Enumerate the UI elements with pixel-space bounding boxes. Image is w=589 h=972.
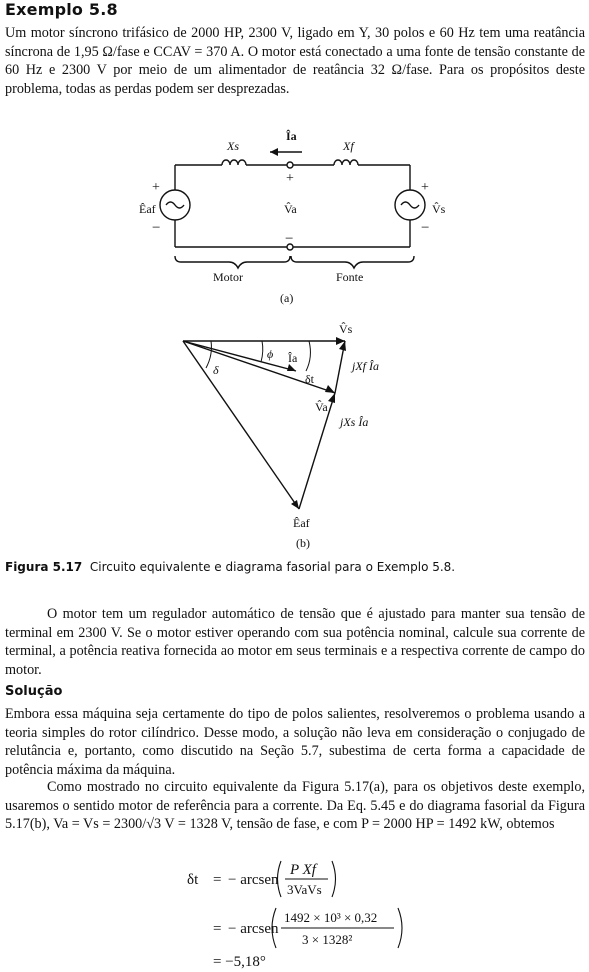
figure-number: Figura 5.17 [5,560,83,574]
eq-num-1: P Xf [290,862,316,878]
label-b: (b) [296,536,310,550]
brace-fonte [291,256,414,268]
phasor-label-phi: ϕ [267,347,274,361]
phasor-jxs-head [328,393,335,403]
eq-den-1: 3VaVs [287,882,322,897]
eq-num-2: 1492 × 10³ × 0,32 [284,910,378,925]
phasor-label-va: V̂a [315,400,328,414]
eq-equals-1: = [213,872,222,888]
eq-den-2: 3 × 1328² [302,932,353,947]
label-ia: Îa [286,129,297,143]
inductor-xf [334,160,358,165]
source-vs-tilde [401,202,419,208]
brace-motor [175,256,290,268]
phasor-label-jxf: jXf Îa [352,359,379,373]
minus-va: − [285,231,294,247]
phasor-eaf [183,341,299,509]
arc-phi [261,341,263,362]
source-eaf-tilde [166,202,184,208]
label-va: V̂a [284,202,297,216]
phasor-eaf-head [291,500,299,509]
eq-lhs: δt [187,872,199,888]
paren-left-2 [272,908,276,948]
minus-eaf: − [152,220,161,236]
eq-result: = −5,18° [213,954,266,970]
figure-caption-text: Circuito equivalente e diagrama fasorial para o Exemplo 5.8. [89,560,456,574]
terminal-top [287,162,293,168]
label-fonte: Fonte [336,270,364,284]
label-a: (a) [280,291,294,305]
label-xf: Xf [343,139,354,153]
label-vs: V̂s [432,202,446,216]
plus-va: + [286,171,294,186]
eq-equals-2: = [213,921,222,937]
current-arrowhead [270,148,278,156]
paren-right-2 [398,908,402,948]
paren-right-1 [332,861,336,897]
phasor-label-eaf: Êaf [293,516,310,530]
plus-eaf: + [152,180,160,195]
solution-paragraph-1: Embora essa máquina seja certamente do tipo de polos salientes, resolveremos o problema usando a teoria simples do rotor cilíndrico. Desse modo, a solução não leva em consideração o conjugado de relutância e, portanto, como discutido na Seção 5.7, subestima de certa forma a capacidade de potência máxima da máquina. [5,706,585,778]
phasor-va-head [325,385,335,393]
intro-paragraph: Um motor síncrono trifásico de 2000 HP, 2300 V, ligado em Y, 30 polos e 60 Hz tem uma reatância síncrona de 1,95 Ω/fase e CCAV = 370 A. O motor está conectado a uma fonte de tensão constante de 60 Hz e 2300 V por meio de um alimentador de reatância 32 Ω/fase. Para os propósitos deste problema, todas as perdas podem ser desprezadas. [5,25,585,97]
phasor-label-delta: δ [213,363,219,377]
eq-arcsen-2: − arcsen [228,921,279,937]
phasor-label-vs: V̂s [339,322,353,336]
paren-left-1 [278,861,282,897]
phasor-ia-head [287,364,296,371]
figure-caption [5,560,455,574]
arc-delta-t [306,341,310,371]
phasor-label-jxs: jXs Îa [340,415,369,429]
example-heading: Exemplo 5.8 [5,0,118,19]
label-eaf: Êaf [139,202,156,216]
plus-vs: + [421,180,429,195]
label-motor: Motor [213,270,243,284]
label-xs: Xs [227,139,239,153]
arc-delta [206,341,211,368]
inductor-xs [222,160,246,165]
problem-paragraph: O motor tem um regulador automático de tensão que é ajustado para manter sua tensão de terminal em 2300 V. Se o motor estiver operando com sua potência nominal, calcule sua corrente de terminal, a potência reativa fornecida ao motor em seus terminais e a respectiva corrente de campo do motor. [5,606,585,678]
eq-arcsen-1: − arcsen [228,872,279,888]
phasor-label-delta-t: δt [305,372,314,386]
minus-vs: − [421,220,430,236]
phasor-label-ia: Îa [288,351,298,365]
solution-paragraph-2: Como mostrado no circuito equivalente da Figura 5.17(a), para os objetivos deste exemplo, usaremos o sentido motor de referência para a corrente. Da Eq. 5.45 e do diagrama fasorial da Figura 5.17(b), Va = Vs = 2300/√3 V = 1328 V, tensão de fase, e com P = 2000 HP = 1492 kW, obtemos [5,779,585,833]
solution-heading: Solução [5,684,63,699]
